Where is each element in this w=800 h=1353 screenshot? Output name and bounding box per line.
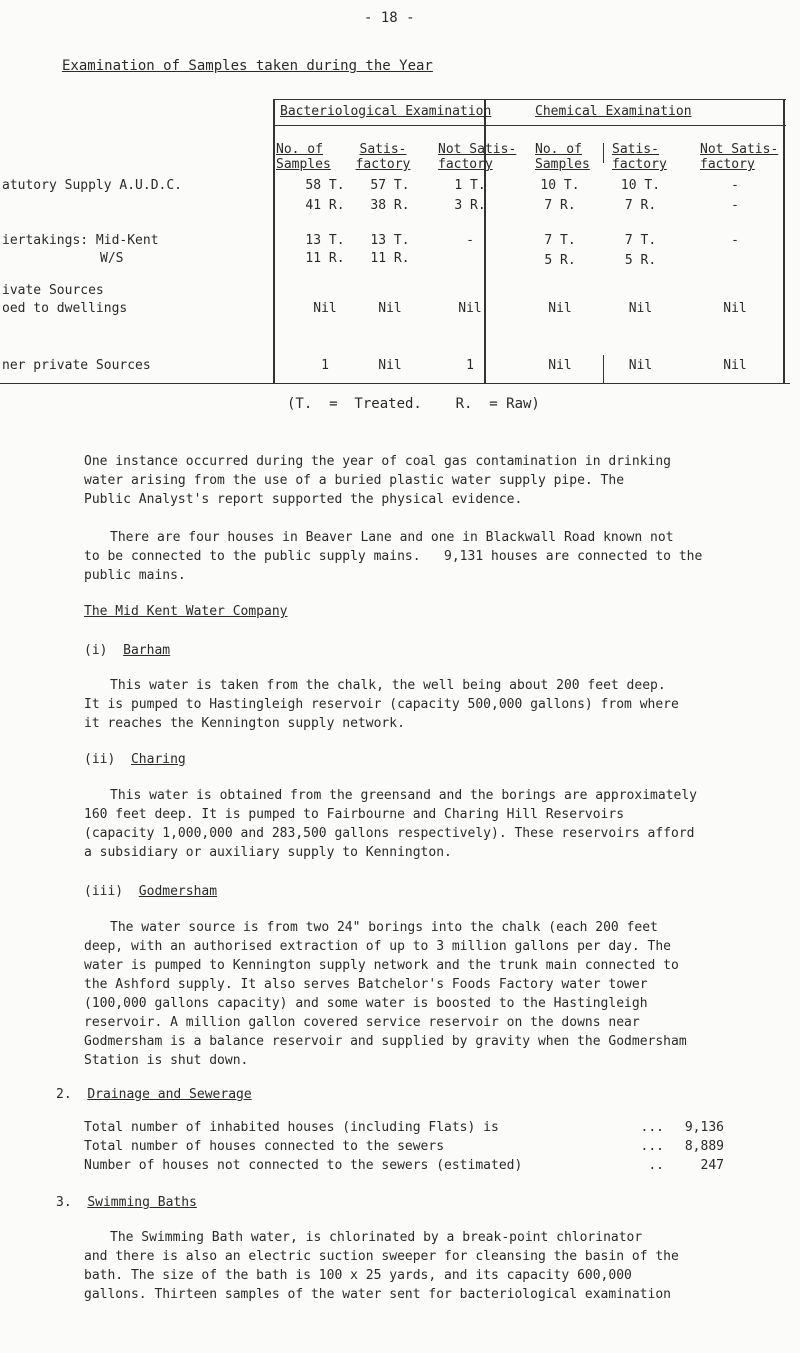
table-cell: Nil [723, 301, 747, 316]
table-legend: (T. = Treated. R. = Raw) [287, 396, 540, 412]
table-cell: 7 R. [624, 198, 657, 213]
row-label: ner private Sources [2, 358, 151, 373]
table-cell: Nil [378, 358, 402, 373]
col-header-chem-satisfactory: Satis- factory [612, 142, 667, 172]
table-cell: 5 R. [544, 253, 576, 268]
table-cell: 57 T. [370, 178, 410, 193]
table-cell: Nil [723, 358, 747, 373]
table-top-rule [274, 99, 786, 100]
table-cell: Nil [378, 301, 402, 316]
swimming-text: The Swimming Bath water, is chlorinated by a break-point chlorinator and there is also an electric suction sweeper for cleansing the basin of the bath. The size of the bath is 100 x 25 yards, and its capacity 600,000 gallons. Thirteen samples of the water sent for bacteriological examination [84, 1230, 679, 1302]
table-bottom-rule [0, 383, 790, 384]
col-header-chem-not-satisfactory: Not Satis- factory [700, 142, 779, 172]
table-cell: Nil [628, 358, 653, 373]
table-cell: 1 T. [454, 178, 486, 193]
table-cell: 38 R. [370, 198, 410, 213]
contamination-paragraph: One instance occurred during the year of coal gas contamination in drinking water arising from the use of a buried plastic water supply pipe. The Public Analyst's report supported the physical evidence. [84, 454, 671, 507]
swimming-heading: 3. Swimming Baths [56, 1195, 197, 1210]
drainage-heading: 2. Drainage and Sewerage [56, 1087, 252, 1102]
table-cell: 11 R. [370, 251, 410, 266]
table-cell: Nil [458, 301, 482, 316]
table-cell: 41 R. [305, 198, 345, 213]
table-cell: 3 R. [454, 198, 486, 213]
section-charing-heading: (ii) Charing [84, 752, 186, 767]
mid-kent-title: The Mid Kent Water Company [84, 604, 288, 619]
bacteriological-header: Bacteriological Examination [280, 104, 492, 119]
table-cell: - [731, 233, 739, 248]
table-left-border [273, 99, 275, 384]
col-header-satisfactory: Satis- factory [355, 142, 411, 172]
chemical-header: Chemical Examination [535, 104, 692, 119]
table-cell: Nil [628, 301, 653, 316]
page-number: - 18 - [364, 10, 415, 26]
section-barham-heading: (i) Barham [84, 643, 171, 658]
col-header-not-satisfactory: Not Satis- factory [438, 142, 517, 172]
col-header-chem-samples: No. of Samples [535, 142, 590, 172]
table-cell: 1 [321, 358, 329, 373]
page-heading: Examination of Samples taken during the Year [62, 58, 433, 74]
table-header-rule [274, 125, 786, 126]
drainage-item: Total number of inhabited houses (including Flats) is ... 9,136 [84, 1120, 724, 1135]
table-cell: - [731, 198, 739, 213]
table-cell: 10 T. [540, 178, 580, 193]
row-label: oed to dwellings [2, 301, 128, 316]
charing-text: This water is obtained from the greensand and the borings are approximately 160 feet deep. It is pumped to Fairbourne and Charing Hill Reservoirs (capacity 1,000,000 and 283,500 gallons respectively). These reservoirs afford a subsidiary or auxiliary supply to Kennington. [84, 788, 697, 860]
row-label: atutory Supply A.U.D.C. [2, 178, 183, 193]
table-cell: - [731, 178, 739, 193]
row-label: ivate Sources [2, 283, 104, 298]
row-label: W/S [100, 251, 124, 266]
barham-text: This water is taken from the chalk, the well being about 200 feet deep. It is pumped to Hastingleigh reservoir (capacity 500,000 gallons) from where it reaches the Kennington supply network. [84, 678, 679, 731]
table-cell: 7 T. [544, 233, 576, 248]
table-cell: Nil [548, 358, 572, 373]
table-cell: Nil [313, 301, 337, 316]
table-cell: - [466, 233, 474, 248]
table-cell: 5 R. [624, 253, 657, 268]
godmersham-text: The water source is from two 24" borings into the chalk (each 200 feet deep, with an authorised extraction of up to 3 million gallons per day. The water is pumped to Kennington supply network and the trunk main connected to the Ashford supply. It also serves Batchelor's Foods Factory water tower (100,000 gallons capacity) and some water is boosted to the Hastingleigh reservoir. A million gallon covered service reservoir on the downs near Godmersham is a balance reservoir and supplied by gravity when the Godmersham Station is shut down. [84, 920, 687, 1068]
houses-paragraph: There are four houses in Beaver Lane and one in Blackwall Road known not to be connected to the public supply mains. 9,131 houses are connected to the public mains. [84, 530, 703, 583]
table-cell: 7 R. [544, 198, 576, 213]
table-cell: 7 T. [624, 233, 657, 248]
table-cell: 10 T. [620, 178, 661, 193]
table-cell: 13 T. [305, 233, 345, 248]
table-cell: Nil [548, 301, 572, 316]
table-cell: 58 T. [305, 178, 345, 193]
section-godmersham-heading: (iii) Godmersham [84, 884, 218, 899]
table-cell: 13 T. [370, 233, 410, 248]
samples-table [0, 0, 800, 412]
row-label: iertakings: Mid-Kent [2, 233, 159, 248]
table-cell: 1 [466, 358, 474, 373]
drainage-item: Number of houses not connected to the sewers (estimated) .. 247 [84, 1158, 724, 1173]
table-cell: 11 R. [305, 251, 345, 266]
drainage-item: Total number of houses connected to the sewers ... 8,889 [84, 1139, 724, 1154]
col-header-samples: No. of Samples [276, 142, 331, 172]
